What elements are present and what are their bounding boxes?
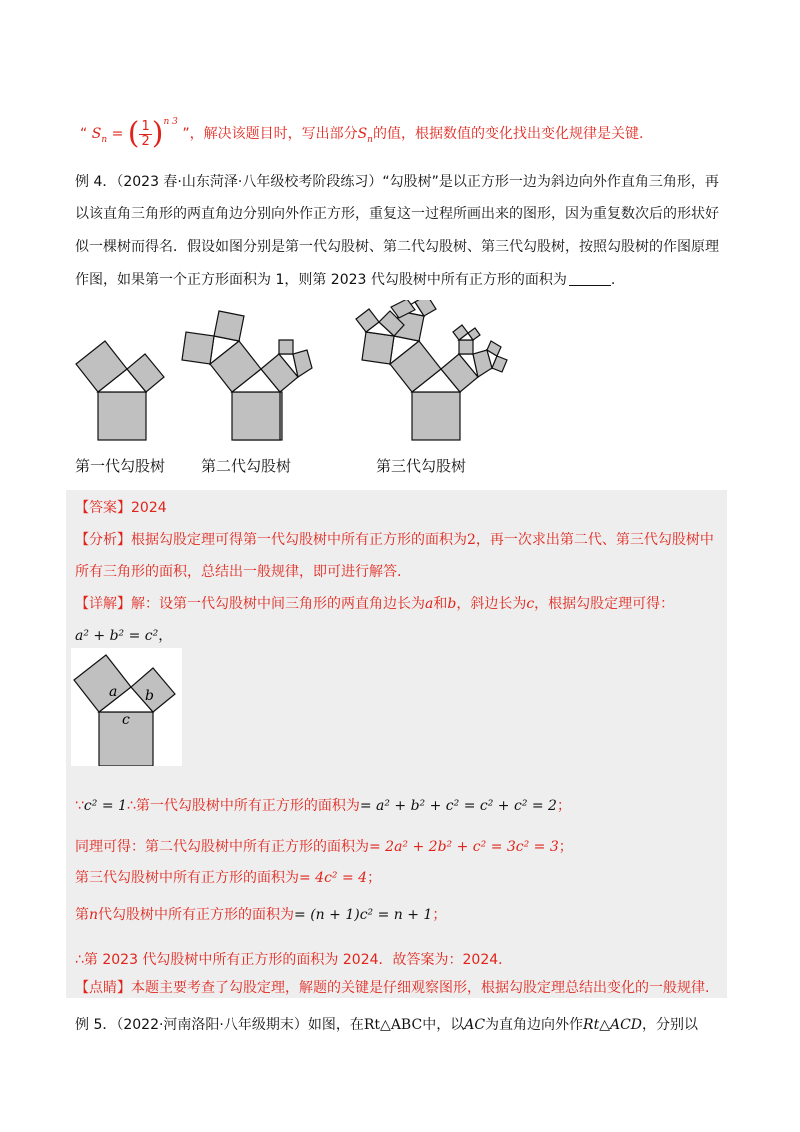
- tree-gen-1: [76, 341, 164, 440]
- pythagoras-trees-figure: [60, 300, 540, 450]
- answer-tag: 【答案】: [75, 500, 131, 516]
- open-quote: “: [80, 126, 88, 142]
- equals-sign: =: [111, 126, 124, 142]
- example4-line2: 以该直角三角形的两直角边分别向外作正方形，重复这一过程所画出来的图形，因为重复数次后的形状好: [75, 206, 719, 222]
- answer-line: [75, 498, 167, 518]
- example4-line3: 似一棵树而得名．假设如图分别是第一代勾股树、第二代勾股树、第三代勾股树，按照勾股树的作图原理: [75, 239, 719, 255]
- sn-subscript: n: [101, 134, 108, 145]
- example5-line: 例 5．（2022·河南洛阳·八年级期末）如图，在Rt△ABC中，以AC为直角边向外作Rt△ACD，分别以: [75, 1017, 699, 1033]
- equation-1: a² + b² = c²，: [75, 628, 173, 644]
- detail-line1: 【详解】解：设第一代勾股树中间三角形的两直角边长为a和b，斜边长为c，根据勾股定理可得：: [75, 596, 675, 612]
- answer-blank: [569, 271, 611, 286]
- caption-gen-3: 第三代勾股树: [376, 457, 467, 475]
- right-paren: ): [151, 116, 164, 151]
- label-c: c: [122, 712, 130, 728]
- label-b: b: [145, 688, 154, 704]
- top-text-a: ，解决该题目时，写出部分: [189, 126, 358, 142]
- left-paren: (: [127, 116, 140, 151]
- tree-gen-3: [356, 300, 507, 440]
- top-text-b: 的值，根据数值的变化找出变化规律是关键.: [372, 126, 644, 142]
- sn-subscript-2: n: [367, 134, 373, 145]
- sn-variable-2: S: [357, 126, 368, 142]
- step4-line: 第n代勾股树中所有正方形的面积为= (n + 1)c² = n + 1；: [75, 907, 447, 923]
- example4-line1: 例 4．（2023 春·山东菏泽·八年级校考阶段练习）“勾股树”是以正方形一边为斜边向外作直角三角形，再: [75, 174, 719, 190]
- label-a: a: [109, 684, 118, 700]
- example4-line4: 作图，如果第一个正方形面积为 1，则第 2023 代勾股树中所有正方形的面积为 .: [75, 272, 616, 288]
- analysis-tag: 【分析】: [75, 532, 131, 548]
- labelled-tree-diagram: [71, 648, 182, 766]
- sn-variable: S: [91, 126, 102, 142]
- step3-line: 第三代勾股树中所有正方形的面积为= 4c² = 4；: [75, 870, 382, 886]
- one-half-fraction: $\frac{1}{2}$: [141, 118, 150, 149]
- answer-value: 2024: [131, 500, 167, 516]
- caption-gen-1: 第一代勾股树: [75, 457, 166, 475]
- comment-tag: 【点睛】: [75, 980, 131, 996]
- example4-question: 作图，如果第一个正方形面积为 1，则第 2023 代勾股树中所有正方形的面积为: [75, 272, 567, 288]
- step1-line: ∵c² = 1∴第一代勾股树中所有正方形的面积为= a² + b² + c² = c² + c² = 2；: [75, 798, 571, 814]
- comment-line: 【点睛】本题主要考查了勾股定理，解题的关键是仔细观察图形，根据勾股定理总结出变化的一般规律.: [75, 980, 710, 996]
- analysis-line1: 【分析】根据勾股定理可得第一代勾股树中所有正方形的面积为2，再一次求出第二代、第三代勾股树中: [75, 532, 714, 548]
- conclusion-line: ∴第 2023 代勾股树中所有正方形的面积为 2024．故答案为：2024．: [75, 952, 513, 968]
- close-quote: ”: [182, 126, 190, 142]
- analysis-line2: 所有三角形的面积，总结出一般规律，即可进行解答.: [75, 564, 402, 580]
- exponent: n 3: [163, 117, 178, 127]
- top-conclusion-line: [80, 112, 643, 150]
- detail-tag: 【详解】: [75, 596, 131, 612]
- caption-gen-2: 第二代勾股树: [201, 457, 292, 475]
- step2-line: 同理可得：第二代勾股树中所有正方形的面积为= 2a² + 2b² + c² = 3c² = 3；: [75, 839, 573, 855]
